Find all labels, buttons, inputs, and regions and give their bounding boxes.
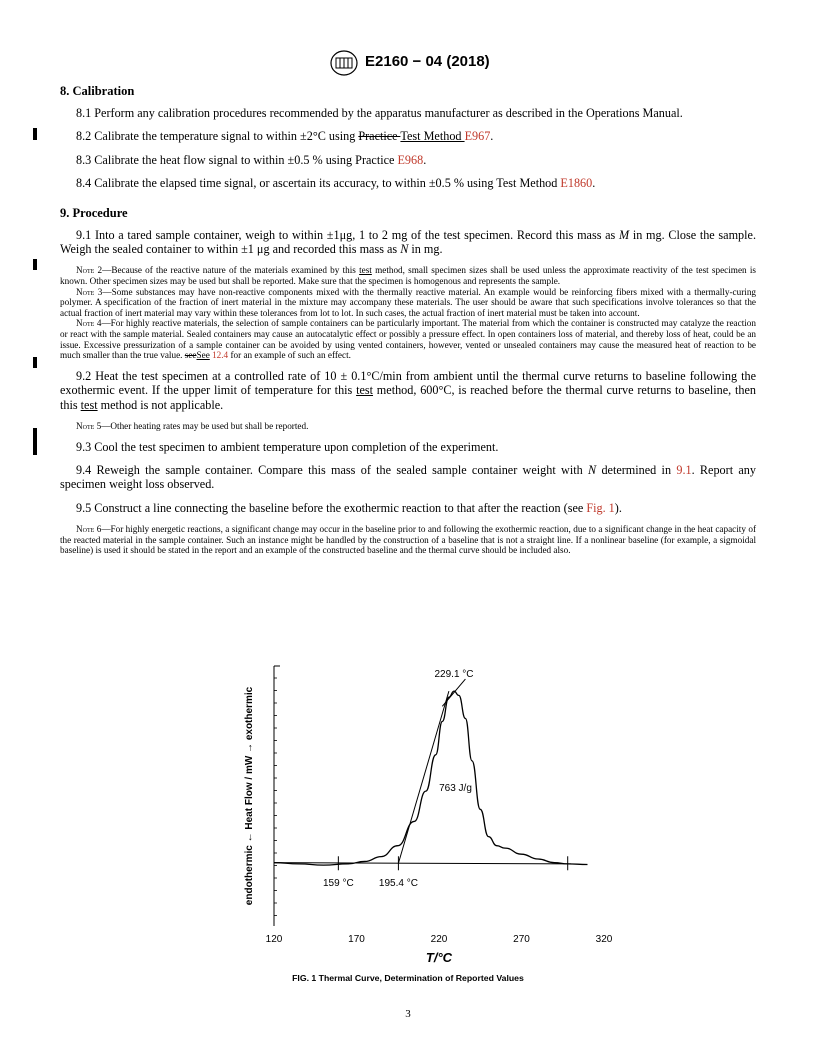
reference-link-e967[interactable]: E967 xyxy=(464,129,491,144)
initial-temperature-label: 159 °C xyxy=(323,877,354,889)
enthalpy-label: 763 J/g xyxy=(439,783,472,795)
deleted-text: Practice xyxy=(358,129,401,144)
note-5: Note 5—Other heating rates may be used but shall be reported. xyxy=(76,421,309,431)
revision-bar xyxy=(33,428,37,455)
peak-temperature-label: 229.1 °C xyxy=(434,669,474,681)
paragraph-9-5: 9.5 Construct a line connecting the baseline before the exothermic reaction to that after the reaction (see Fig. 1). xyxy=(76,500,622,515)
x-axis-label: T/°C xyxy=(425,950,453,965)
paragraph-8-2: 8.2 Calibrate the temperature signal to within ±2°C using Practice Test Method E967. xyxy=(76,129,494,144)
y-axis-label: endothermic ← Heat Flow / mW → exothermic xyxy=(244,686,255,906)
inserted-text: See xyxy=(196,350,210,361)
paragraph-9-3: 9.3 Cool the test specimen to ambient temperature upon completion of the experiment. xyxy=(76,439,499,454)
note-3: Note 3—Some substances may have non-reactive components mixed with the thermally reactive material. An example would be reinforcing fibers mixed with a thermally-curing polymer. A specification of the fraction of inert material in the mixture may accompany these materials. The user should be aware that such specifications involve tolerances so that the actual fraction of inert material may vary within these tolerances from lot to lot. In such cases, the actual fraction of inert material must be taken into account. xyxy=(60,286,757,318)
revision-bar xyxy=(33,128,37,140)
thermal-curve-chart xyxy=(230,652,630,992)
notes-6 xyxy=(60,524,756,556)
reference-link-fig-1[interactable]: Fig. 1 xyxy=(586,500,615,515)
inserted-text: Test Method xyxy=(400,129,465,144)
revision-bar xyxy=(33,259,37,270)
baseline-line xyxy=(274,863,571,864)
page-header xyxy=(0,50,816,76)
x-tick-label: 120 xyxy=(265,934,283,945)
x-tick-label: 320 xyxy=(595,934,613,945)
onset-tangent-line xyxy=(398,691,448,863)
x-tick-label: 170 xyxy=(348,934,365,945)
paragraph-9-4: 9.4 Reweigh the sample container. Compare this mass of the sealed sample container weight with N determined in 9.1. Report any specimen weight loss observed. xyxy=(60,463,756,492)
section-heading-calibration: 8. Calibration xyxy=(60,84,135,98)
notes-2-4 xyxy=(60,265,756,360)
notes-5 xyxy=(60,421,756,432)
reference-link-e1860[interactable]: E1860 xyxy=(560,176,593,191)
reference-link-e968[interactable]: E968 xyxy=(397,152,424,167)
onset-temperature-label: 195.4 °C xyxy=(378,877,418,889)
deleted-text: see xyxy=(184,350,197,361)
note-2: Note 2—Because of the reactive nature of the materials examined by this test method, small specimen sizes shall be used unless the approximate reactivity of the test specimen is known. Other specimen sizes may be used but shall be reported. Make sure that the specimen is homogenous and represents the sample. xyxy=(60,265,756,287)
astm-logo-icon xyxy=(330,50,358,76)
thermal-curve-line xyxy=(274,691,588,865)
note-4: Note 4—For highly reactive materials, the selection of sample containers can be particularly important. The material from which the container is constructed may catalyze the reaction or react with the sample material. Sealed containers may cause an autocatalytic effect or possibly a pressure effect. In open containers loss of material, and thereby loss of heat, could be an issue. Excessive pressurization of a sample container can be avoided by using vented containers, however, vented or unsealed containers may cause the measured heat of reaction to be much smaller than the true value. seeSee 12.4 for an example of such an effect. xyxy=(60,318,756,361)
paragraph-9-2: 9.2 Heat the test specimen at a controlled rate of 10 ± 0.1°C/min from ambient until the thermal curve returns to baseline following the exothermic event. If the upper limit of temperature for this test method, 600°C, is reached before the thermal curve returns to baseline, then this test method is not applicable. xyxy=(60,368,756,412)
x-tick-label: 220 xyxy=(430,934,448,945)
revision-bar xyxy=(33,357,37,368)
page-number: 3 xyxy=(405,1008,411,1020)
document-body xyxy=(60,84,756,564)
paragraph-8-4: 8.4 Calibrate the elapsed time signal, or ascertain its accuracy, to within ±0.5 % using Test Method E1860. xyxy=(76,176,596,191)
paragraph-9-1: 9.1 Into a tared sample container, weigh to within ±1μg, 1 to 2 mg of the test specimen. Record this mass as M in mg. Close the sample. Weigh the sealed container to within ±1 μg and recorded this mass as N in mg. xyxy=(60,227,756,257)
note-6: Note 6—For highly energetic reactions, a significant change may occur in the baseline prior to and following the exothermic reaction, due to a significant change in the heat capacity of the reacted material in the sample container. Such an instance might be handled by the construction of a baseline that is not a straight line. If a nonlinear baseline (for example, a sigmoidal baseline) is used it should be stated in the report and an example of the constructed baseline and the thermal curve should be included also. xyxy=(60,524,757,556)
paragraph-8-1: 8.1 Perform any calibration procedures recommended by the apparatus manufacturer as described in the Operations Manual. xyxy=(76,106,683,120)
x-tick-label: 270 xyxy=(513,934,530,945)
reference-link-9-1[interactable]: 9.1 xyxy=(676,463,692,477)
reference-link-12-4[interactable]: 12.4 xyxy=(212,350,229,361)
standard-designation: E2160 − 04 (2018) xyxy=(365,53,490,70)
figure-caption: FIG. 1 Thermal Curve, Determination of Reported Values xyxy=(292,973,524,983)
section-heading-procedure: 9. Procedure xyxy=(60,205,128,220)
paragraph-8-3: 8.3 Calibrate the heat flow signal to within ±0.5 % using Practice E968. xyxy=(76,152,427,167)
